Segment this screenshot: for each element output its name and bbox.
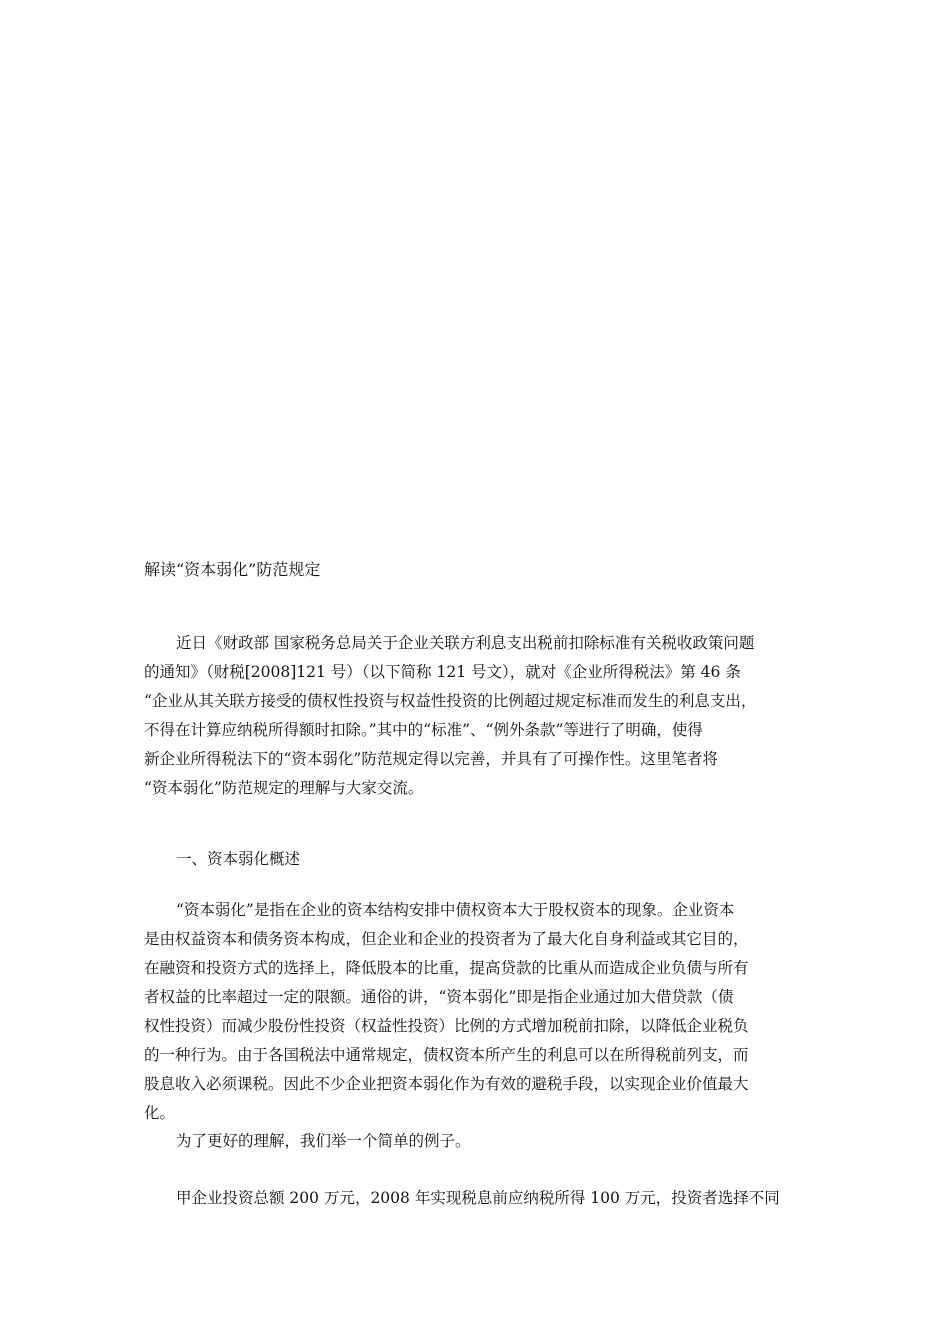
document-title: 解读“资本弱化”防范规定 <box>144 560 321 579</box>
paragraph-line: 的一种行为。由于各国税法中通常规定，债权资本所产生的利息可以在所得税前列支，而 <box>144 1046 749 1064</box>
paragraph-line: 为了更好的理解，我们举一个简单的例子。 <box>176 1132 471 1150</box>
section-heading-text: 一、资本弱化概述 <box>176 850 301 868</box>
section-heading <box>144 845 809 874</box>
paragraph-line: “资本弱化”防范规定的理解与大家交流。 <box>144 779 424 797</box>
paragraph-line: 是由权益资本和债务资本构成，但企业和企业的投资者为了最大化自身利益或其它目的， <box>144 930 749 948</box>
paragraph-line: 近日《财政部 国家税务总局关于企业关联方利息支出税前扣除标准有关税收政策问题 <box>176 634 755 652</box>
paragraph-line: 者权益的比率超过一定的限额。通俗的讲，“资本弱化”即是指企业通过加大借贷款（债 <box>144 988 734 1006</box>
paragraph-line: 在融资和投资方式的选择上，降低股本的比重，提高贷款的比重从而造成企业负债与所有 <box>144 959 749 977</box>
paragraph-line: “资本弱化”是指在企业的资本结构安排中债权资本大于股权资本的现象。企业资本 <box>176 901 735 919</box>
paragraph-line: 甲企业投资总额 200 万元，2008 年实现税息前应纳税所得 100 万元，投资者选择不同 <box>176 1189 780 1207</box>
paragraph-line: 的通知》（财税[2008]121 号）（以下简称 121 号文），就对《企业所得税法》第 46 条 <box>144 663 741 681</box>
example-paragraph <box>144 1184 809 1213</box>
paragraph-line: 权性投资）而减少股份性投资（权益性投资）比例的方式增加税前扣除，以降低企业税负 <box>144 1017 749 1035</box>
example-lead-paragraph <box>144 1127 809 1156</box>
paragraph-line: 新企业所得税法下的“资本弱化”防范规定得以完善，并具有了可操作性。这里笔者将 <box>144 750 718 768</box>
paragraph-line: 化。 <box>144 1104 176 1122</box>
paragraph-line: 股息收入必须课税。因此不少企业把资本弱化作为有效的避税手段，以实现企业价值最大 <box>144 1075 749 1093</box>
paragraph-line: “企业从其关联方接受的债权性投资与权益性投资的比例超过规定标准而发生的利息支出， <box>144 692 757 710</box>
intro-paragraph <box>144 629 809 803</box>
overview-paragraph <box>144 896 809 1128</box>
paragraph-line: 不得在计算应纳税所得额时扣除。”其中的“标准”、“例外条款”等进行了明确，使得 <box>144 721 703 739</box>
